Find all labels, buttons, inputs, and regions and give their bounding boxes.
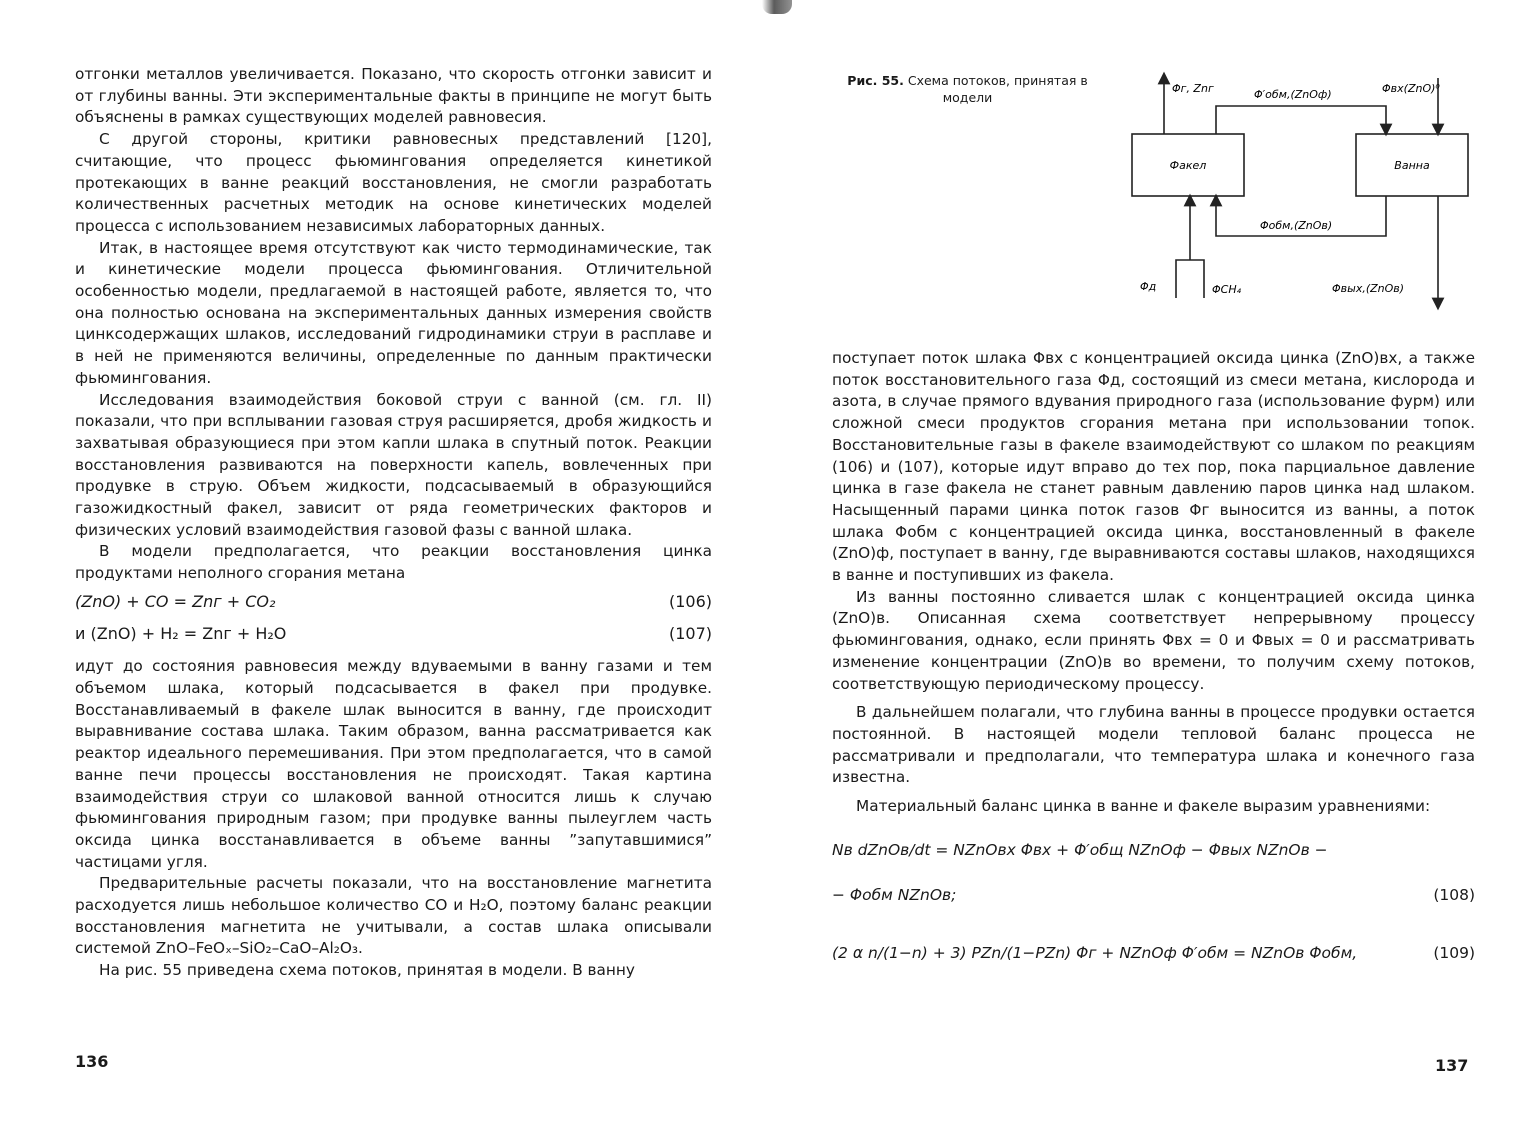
paragraph: Материальный баланс цинка в ванне и факеле выразим уравнениями: <box>856 797 1431 816</box>
formula-106-number: (106) <box>668 591 712 611</box>
label-outflow: Φвых,(ZnOв) <box>1332 282 1405 295</box>
right-page <box>770 0 1539 1137</box>
paragraph: Итак, в настоящее время отсутствуют как чисто термодинамические, так и кинетические модели процесса фьюмингования. Отличительной особенностью модели, предлагаемой в настоящей работе, является то, что она полностью основана на экспериментальных данных измерения свойств цинксодержащих шлаков, исследований гидродинамики струи в расплаве и в ней не применяются величины, определенные по данным практически фьюмингования. <box>75 238 712 387</box>
equation-108 <box>832 840 1475 907</box>
equation-109-number: (109) <box>1433 944 1475 963</box>
paragraph: Предварительные расчеты показали, что на восстановление магнетита расходуется лишь небольшое количество CO и H₂O, поэтому баланс реакции восстановления магнетита не учитывали, а состав шлака описывали системой ZnO–FeOₓ–SiO₂–CaO–Al₂O₃. <box>75 874 712 958</box>
equation-108-number: (108) <box>1433 886 1475 905</box>
paragraph: поступает поток шлака Φвх с концентрацией оксида цинка (ZnO)вх, а также поток восстановительного газа Φд, состоящий из смеси метана, кислорода и азота, в случае прямого вдувания природного газа (использование фурм) или сложной смеси продуктов сгорания метана при использовании топок. Восстановительные газы в факеле взаимодействуют со шлаком по реакциям (106) и (107), которые идут вправо до тех пор, пока парциальное давление цинка в газе факела не станет равным давлению паров цинка над шлаком. Насыщенный парами цинка поток газов Φг выносится из ванны, а поток шлака Φобм с концентрацией оксида цинка, восстановленный в факеле (ZnO)ф, поступает в ванну, где выравниваются составы шлаков, находящихся в ванне и поступивших из факела. <box>832 349 1475 585</box>
paragraph: В модели предполагается, что реакции восстановления цинка продуктами неполного сгорания метана <box>75 542 712 583</box>
label-feed-in: Φвх(ZnO)⁰ <box>1382 82 1440 95</box>
formula-106-expr: (ZnO) + CO = Znг + CO₂ <box>75 591 276 611</box>
torch-label: Факел <box>1169 159 1207 172</box>
equation-108-line2-expr: − Φобм NZnOв; <box>832 886 957 905</box>
figure-caption-text: Схема потоков, принятая в модели <box>907 73 1088 105</box>
figure-caption-label: Рис. 55. <box>847 73 904 88</box>
exchange-top-arrow <box>1216 106 1386 134</box>
label-exchange-top: Φ′обм,(ZnOф) <box>1254 88 1332 101</box>
equation-109 <box>832 943 1475 965</box>
left-text-column <box>75 64 712 982</box>
equation-109-line <box>832 943 1475 965</box>
bath-label: Ванна <box>1394 159 1430 172</box>
equation-108-line1-expr: Nв dZnOв/dt = NZnOвх Φвх + Φ′общ NZnOф − Φвых NZnOв − <box>832 840 1328 859</box>
figure-caption <box>830 72 1105 106</box>
label-methane: ΦCH₄ <box>1212 283 1242 296</box>
page-number-right: 137 <box>1435 1056 1469 1075</box>
flow-diagram-svg <box>1120 64 1480 314</box>
formula-106 <box>75 591 712 613</box>
page-number-left: 136 <box>75 1052 109 1071</box>
paragraph: Из ванны постоянно сливается шлак с концентрацией оксида цинка (ZnO)в. Описанная схема соответствует непрерывному процессу фьюмингования, однако, если принять Φвх = 0 и Φвых = 0 и рассматривать изменение концентрации (ZnO)в во времени, то получим схему потоков, соответствующую периодическому процессу. <box>832 587 1475 693</box>
formula-107-expr: и (ZnO) + H₂ = Znг + H₂O <box>75 623 287 643</box>
paragraph: Исследования взаимодействия боковой струи с ванной (см. гл. II) показали, что при всплывании газовая струя расширяется, дробя жидкость и захватывая образующиеся при этом капли шлака в спутный поток. Реакции восстановления развиваются на поверхности капель, вовлеченных при продувке в струю. Объем жидкости, подсасываемый в образующийся газожидкостный факел, зависит от ряда геометрических факторов и физических условий взаимодействия газовой фазы с ванной шлака. <box>75 390 712 539</box>
label-blast: Φд <box>1140 280 1157 293</box>
label-exchange-bottom: Φобм,(ZnOв) <box>1260 219 1333 232</box>
label-gas-out: Φг, Znг <box>1172 82 1214 95</box>
formula-107-number: (107) <box>668 623 712 643</box>
paragraph: На рис. 55 приведена схема потоков, принятая в модели. В ванну <box>99 961 635 980</box>
equation-108-line1 <box>832 840 1475 862</box>
equation-108-line2 <box>832 885 1475 907</box>
paragraph: идут до состояния равновесия между вдуваемыми в ванну газами и тем объемом шлака, который подсасывается в факел при продувке. Восстанавливаемый в факеле шлак выносится в ванну, где происходит выравнивание состава шлака. Таким образом, ванна рассматривается как реактор идеального перемешивания. При этом предполагается, что в самой ванне печи процессы восстановления не происходят. Такая картина взаимодействия струи со шлаковой ванной относится лишь к случаю фьюмингования природным газом; при продувке ванны пылеуглем часть оксида цинка восстанавливается в объеме ванны ”запутавшимися” частицами угля. <box>75 657 712 871</box>
equation-109-expr: (2 α n/(1−n) + 3) PZn/(1−PZn) Φг + NZnOф Φ′обм = NZnOв Φобм, <box>832 944 1358 963</box>
paragraph: В дальнейшем полагали, что глубина ванны в процессе продувки остается постоянной. В настоящей модели тепловой баланс процесса не рассматривали и предполагали, что температура шлака и конечного газа известна. <box>832 703 1475 787</box>
injection-fork <box>1176 260 1204 298</box>
paragraph: С другой стороны, критики равновесных представлений [120], считающие, что процесс фьюмингования определяется кинетикой протекающих в ванне реакций восстановления, не смогли разработать количественных расчетных методик на основе кинетических моделей процесса с использованием независимых лабораторных данных. <box>75 130 712 235</box>
formula-107 <box>75 623 712 645</box>
paragraph: отгонки металлов увеличивается. Показано, что скорость отгонки зависит и от глубины ванны. Эти экспериментальные факты в принципе не могут быть объяснены в рамках существующих моделей равновесия. <box>75 65 712 127</box>
right-text-column <box>832 348 1475 965</box>
flow-diagram <box>1120 64 1480 314</box>
